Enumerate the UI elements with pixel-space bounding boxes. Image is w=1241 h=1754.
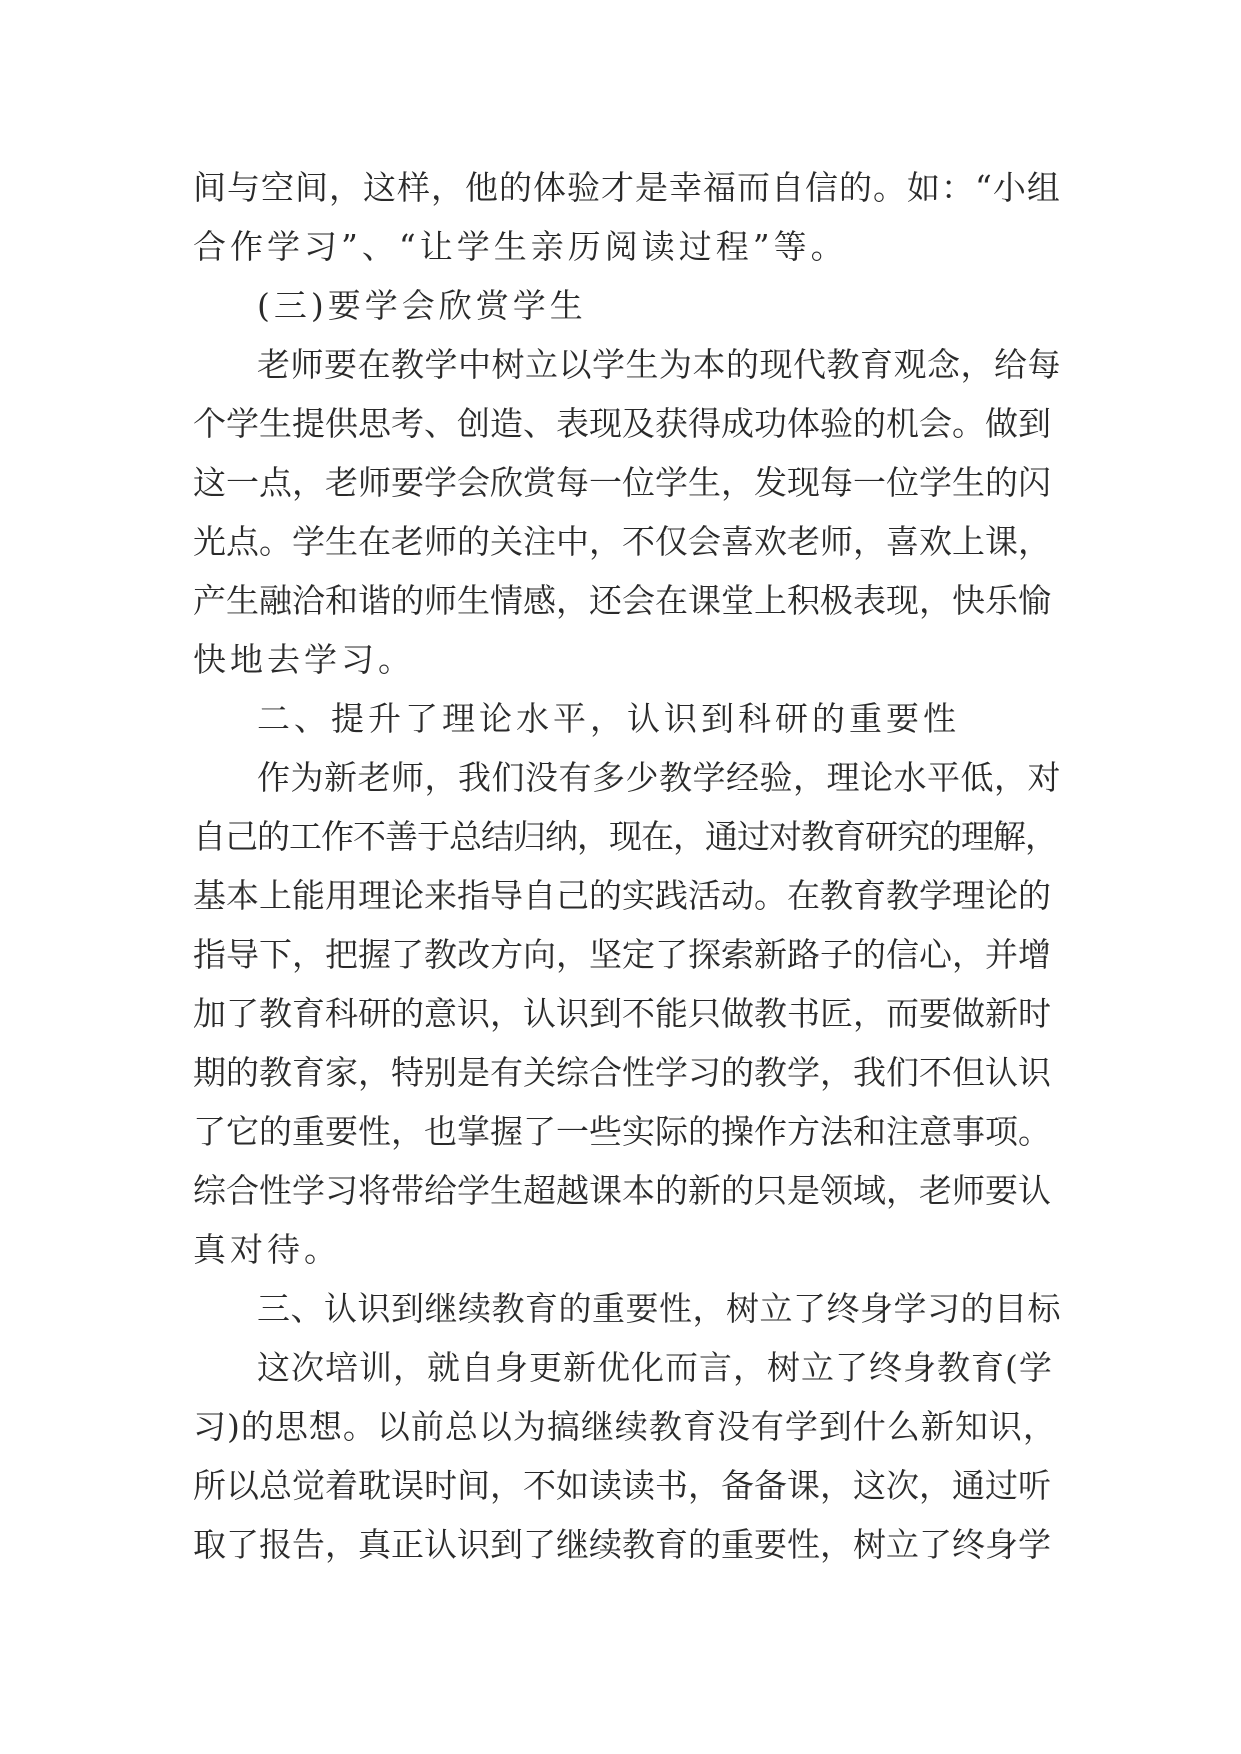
text-line: 期的教育家，特别是有关综合性学习的教学，我们不但认识 <box>193 1053 1051 1092</box>
text-line: 产生融洽和谐的师生情感，还会在课堂上积极表现，快乐愉 <box>193 581 1051 620</box>
text-line: 所以总觉着耽误时间，不如读读书，备备课，这次，通过听 <box>193 1466 1051 1505</box>
text-line: 取了报告，真正认识到了继续教育的重要性，树立了终身学 <box>193 1525 1051 1564</box>
paragraph-start: 老师要在教学中树立以学生为本的现代教育观念，给每 <box>257 345 1061 384</box>
section-heading: 三、认识到继续教育的重要性，树立了终身学习的目标 <box>257 1289 1061 1328</box>
text-line: 个学生提供思考、创造、表现及获得成功体验的机会。做到 <box>193 404 1051 443</box>
text-line: 了它的重要性，也掌握了一些实际的操作方法和注意事项。 <box>193 1112 1051 1151</box>
text-line: 光点。学生在老师的关注中，不仅会喜欢老师，喜欢上课， <box>193 522 1051 561</box>
section-heading: (三)要学会欣赏学生 <box>257 286 587 325</box>
text-line: 自己的工作不善于总结归纳，现在，通过对教育研究的理解， <box>193 817 1057 856</box>
paragraph-start: 作为新老师，我们没有多少教学经验，理论水平低，对 <box>257 758 1061 797</box>
text-line: 间与空间，这样，他的体验才是幸福而自信的。如：“小组 <box>193 168 1061 207</box>
text-line: 基本上能用理论来指导自己的实践活动。在教育教学理论的 <box>193 876 1051 915</box>
text-line: 合作学习”、“让学生亲历阅读过程”等。 <box>193 227 848 266</box>
text-line: 加了教育科研的意识，认识到不能只做教书匠，而要做新时 <box>193 994 1051 1033</box>
section-heading: 二、提升了理论水平，认识到科研的重要性 <box>257 699 960 738</box>
document-body <box>193 158 1063 1574</box>
text-line: 综合性学习将带给学生超越课本的新的只是领域，老师要认 <box>193 1171 1051 1210</box>
text-line: 这一点，老师要学会欣赏每一位学生，发现每一位学生的闪 <box>193 463 1051 502</box>
paragraph-start: 这次培训，就自身更新优化而言，树立了终身教育(学 <box>257 1348 1053 1387</box>
text-line: 指导下，把握了教改方向，坚定了探索新路子的信心，并增 <box>193 935 1051 974</box>
text-line: 快地去学习。 <box>193 640 415 679</box>
text-line: 真对待。 <box>193 1230 341 1269</box>
text-line: 习)的思想。以前总以为搞继续教育没有学到什么新知识， <box>193 1407 1057 1446</box>
